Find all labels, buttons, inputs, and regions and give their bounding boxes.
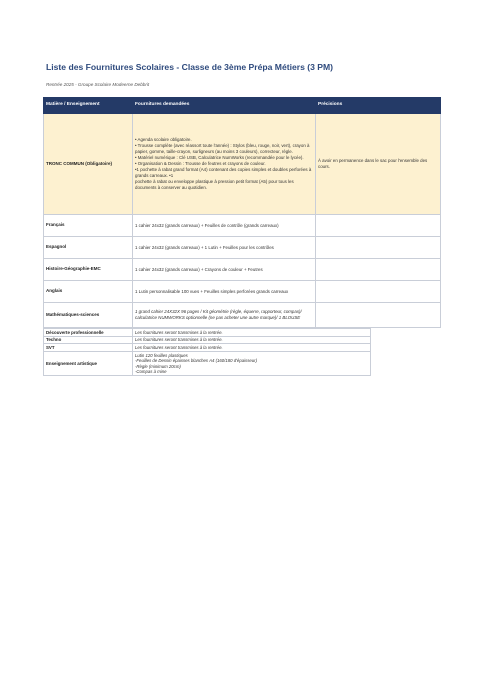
document-title: Liste des Fournitures Scolaires - Classe de 3ème Prépa Métiers (3 PM) <box>46 62 334 72</box>
table-row <box>44 329 371 337</box>
matiere-cell: Français <box>44 215 133 237</box>
matiere-cell: Enseignement artistique <box>44 352 133 376</box>
fournitures-cell: 1 cahier 24x32 (grands carreaux) + Feuilles de contrôle (grands carreaux) <box>133 215 316 237</box>
list-item: pochette à rabat ou enveloppe plastique à pression petit format (A5) pour tous les documents à conserver au quotidien. <box>135 178 294 190</box>
fournitures-cell: 1 Lutin personnalisable 100 vues + Feuilles simples perforées grands carreaux <box>133 281 316 303</box>
fournitures-cell: 1 cahier 24x32 (grands carreaux) + Crayons de couleur + Feutres <box>133 259 316 281</box>
table-row <box>44 303 441 328</box>
fournitures-cell <box>133 352 371 376</box>
precisions-cell <box>316 237 441 259</box>
table-row <box>44 281 441 303</box>
fournitures-cell: Les fournitures seront transmises à la rentrée. <box>133 336 371 344</box>
matiere-cell: TRONC COMMUN (Obligatoire) <box>44 114 133 215</box>
fournitures-cell: Les fournitures seront transmises à la rentrée. <box>133 344 371 352</box>
matiere-cell: Techno <box>44 336 133 344</box>
document-subtitle: Rentrée 2025 - Groupe Scolaire Modeerne Debbrit <box>46 82 150 87</box>
list-item: • Trousse complète (avec réassort toute l'année) : Stylos (bleu, rouge, noir, vert), crayon à papier, gomme, taille-crayon, surligneurs (au moins 3 couleurs), correcteur, règle. <box>135 143 310 155</box>
list-item: Lutin 120 feuilles plastiques <box>135 352 188 358</box>
table-row <box>44 259 441 281</box>
list-item: • Agenda scolaire obligatoire. <box>135 137 192 143</box>
fournitures-cell: Les fournitures seront transmises à la rentrée. <box>133 329 371 337</box>
matiere-cell: Anglais <box>44 281 133 303</box>
table-row <box>44 352 371 376</box>
fournitures-cell <box>133 114 316 215</box>
precisions-cell <box>316 259 441 281</box>
table-row <box>44 237 441 259</box>
extra-supplies-table <box>43 328 371 376</box>
matiere-cell: SVT <box>44 344 133 352</box>
list-item: -Compas à mine <box>135 369 167 375</box>
list-item: • Organisation & Dessin : Trousse de feutres et crayons de couleur. <box>135 161 266 167</box>
supplies-table <box>43 97 441 328</box>
matiere-cell: Histoire-Géographie-EMC <box>44 259 133 281</box>
matiere-cell: Espagnol <box>44 237 133 259</box>
precisions-cell <box>316 215 441 237</box>
header-matiere: Matière / Enseignement <box>44 98 133 114</box>
precisions-cell: À avoir en permanence dans le sac pour l'ensemble des cours. <box>316 114 441 215</box>
table-row <box>44 215 441 237</box>
list-item: •1 pochette à rabat grand format (A4) contenant des copies simples et doubles perforées à grands carreaux. •1 <box>135 166 312 178</box>
precisions-cell <box>316 303 441 328</box>
precisions-cell <box>316 281 441 303</box>
list-item: • Matériel numérique : Clé USB, Calculatrice NumWorks (recommandée pour le lycée). <box>135 155 304 161</box>
table-row <box>44 336 371 344</box>
matiere-cell: Découverte professionnelle <box>44 329 133 337</box>
matiere-cell: Mathématiques-sciences <box>44 303 133 328</box>
list-item: -Feuilles de Dessin épaisses blanches A4 (160/180 d'épaisseur) <box>135 358 257 364</box>
table-header-row <box>44 98 441 114</box>
header-precisions: Précisions <box>316 98 441 114</box>
fournitures-cell: 1 cahier 24x32 (grands carreaux) + 1 Lutin + Feuilles pour les contrôles <box>133 237 316 259</box>
list-item: -Règle (minimum 20cm) <box>135 363 181 369</box>
fournitures-cell: 1 grand cahier 24X32X 96 pages / Kit géométrie (règle, équerre, rapporteur, compas)/ calculatrice NUMWORKS optionnelle (ne pas acheter une autre marque)/ 1 BLOUSE <box>133 303 316 328</box>
table-row <box>44 344 371 352</box>
header-fournitures: Fournitures demandées <box>133 98 316 114</box>
table-row-tronc-commun <box>44 114 441 215</box>
